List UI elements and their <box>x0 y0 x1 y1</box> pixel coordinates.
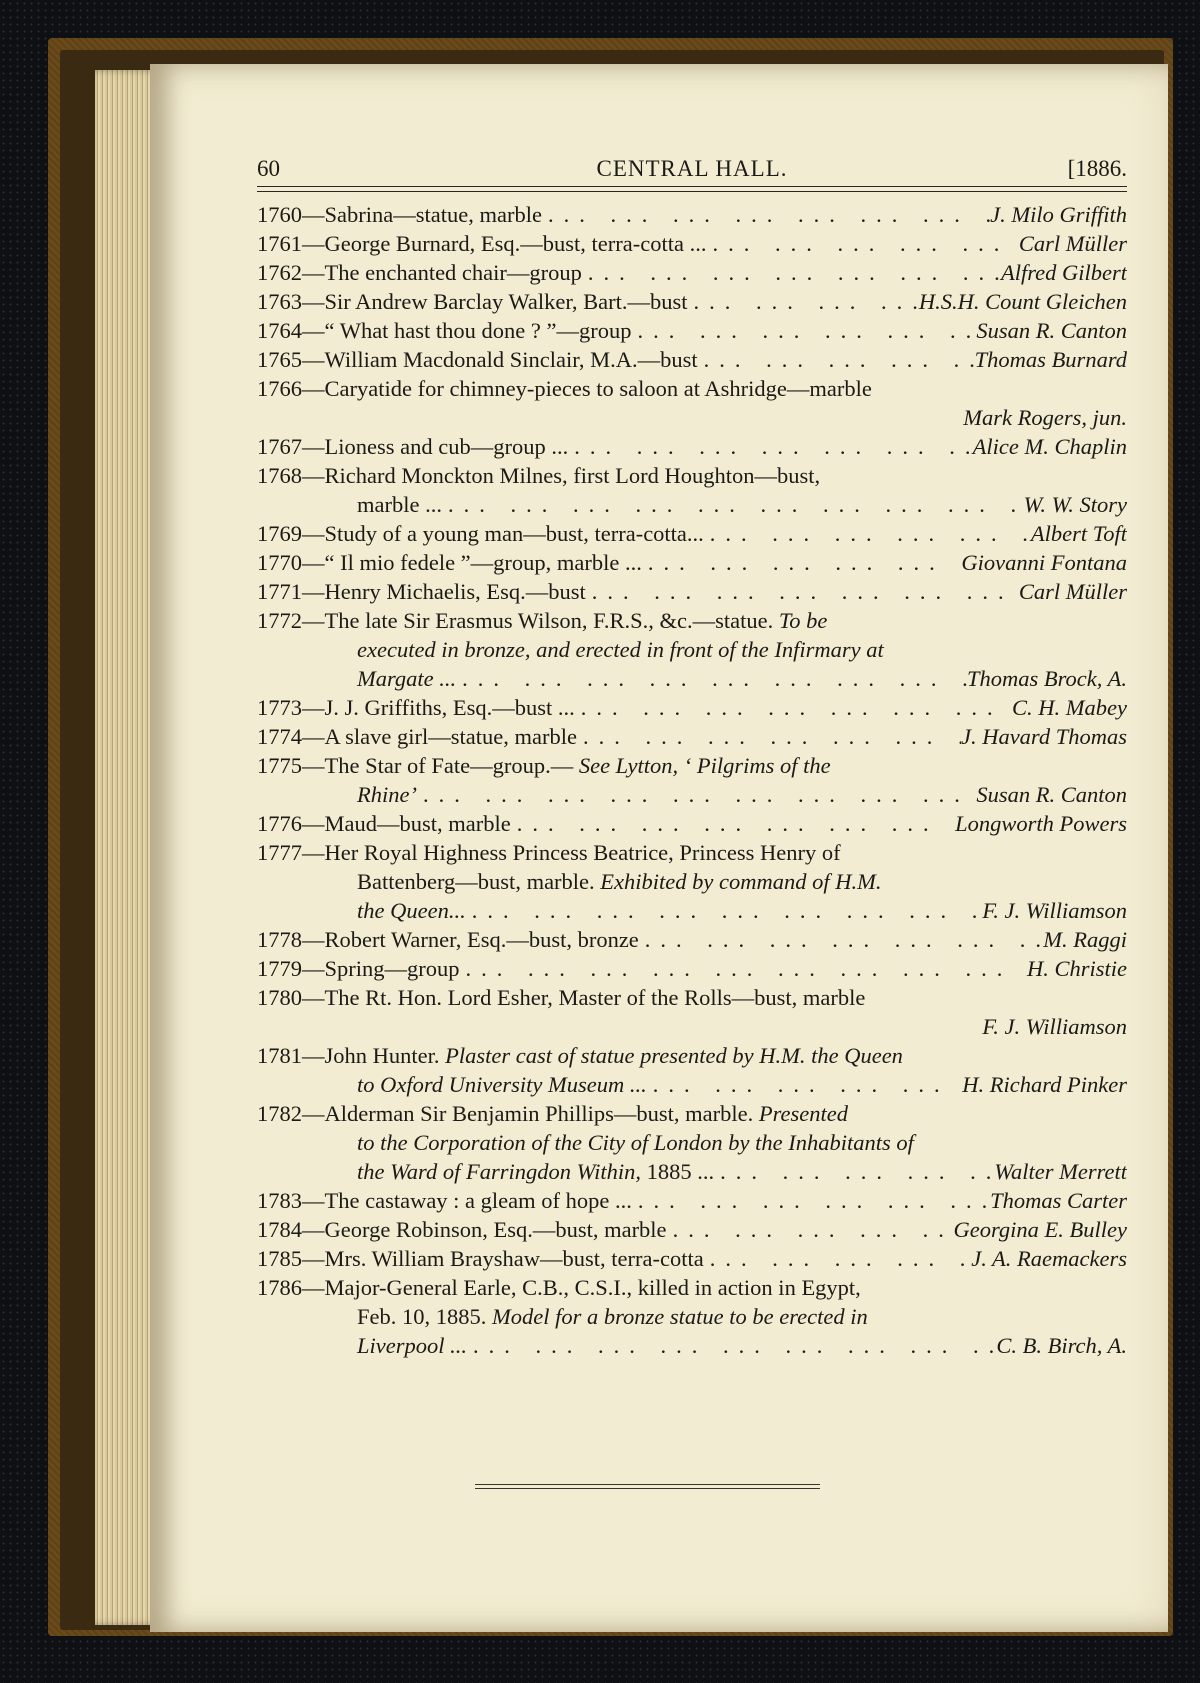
entry-text <box>257 983 865 1012</box>
entry-note: the Queen... <box>357 898 466 923</box>
catalogue-entry <box>257 1099 1127 1186</box>
leader-dots <box>460 954 1027 983</box>
entry-line <box>257 577 1127 606</box>
leader-dots <box>704 519 1031 548</box>
artist-name: Alfred Gilbert <box>1000 260 1127 285</box>
entry-line <box>257 548 1127 577</box>
catalogue-entry <box>257 200 1127 229</box>
artist-name: F. J. Williamson <box>982 1014 1127 1039</box>
entry-title: 1777—Her Royal Highness Princess Beatrice, Princess Henry of <box>257 840 841 865</box>
entry-title: 1778—Robert Warner, Esq.—bust, bronze <box>257 927 639 952</box>
entry-line <box>257 751 1127 780</box>
page-title: CENTRAL HALL. <box>596 156 788 181</box>
entry-line <box>257 867 1127 896</box>
leader-dots <box>698 345 975 374</box>
entry-text <box>257 287 688 316</box>
end-rule <box>475 1484 820 1489</box>
book-page <box>150 64 1168 1632</box>
catalogue-entry <box>257 287 1127 316</box>
artist-name: Thomas Carter <box>990 1188 1127 1213</box>
entry-line <box>257 490 1127 519</box>
entry-line <box>257 1273 1127 1302</box>
leader-dots <box>647 1070 962 1099</box>
entry-line <box>257 954 1127 983</box>
entry-title: 1774—A slave girl—statue, marble <box>257 724 577 749</box>
header-year: [1886. <box>1067 156 1127 181</box>
entry-title: 1781—John Hunter. <box>257 1043 440 1068</box>
entry-note: Rhine’ <box>357 782 417 807</box>
entry-title: 1885 ... <box>646 1159 715 1184</box>
entry-text <box>257 1215 667 1244</box>
artist-name: F. J. Williamson <box>982 898 1127 923</box>
catalogue-entry <box>257 925 1127 954</box>
entry-text <box>257 1273 861 1302</box>
entry-note: See Lytton, ‘ Pilgrims of the <box>578 753 831 778</box>
entry-note: To be <box>778 608 828 633</box>
entry-text <box>257 606 827 635</box>
entry-text <box>257 809 511 838</box>
entry-line <box>257 809 1127 838</box>
entry-line <box>257 1041 1127 1070</box>
entry-text <box>357 664 456 693</box>
leader-dots <box>586 577 1019 606</box>
artist-name: H.S.H. Count Gleichen <box>918 289 1127 314</box>
entry-note: Liverpool ... <box>357 1333 467 1358</box>
entry-line <box>257 229 1127 258</box>
entry-text <box>257 345 698 374</box>
entry-line <box>257 316 1127 345</box>
entry-line <box>257 1157 1127 1186</box>
catalogue-entry <box>257 548 1127 577</box>
catalogue-entry <box>257 1273 1127 1360</box>
entry-note: Margate ... <box>357 666 457 691</box>
entry-line <box>257 1244 1127 1273</box>
entry-title: Battenberg—bust, marble. <box>357 869 595 894</box>
leader-dots <box>542 200 990 229</box>
entry-text <box>357 780 417 809</box>
catalogue-entry <box>257 374 1127 432</box>
entry-title: 1784—George Robinson, Esq.—bust, marble <box>257 1217 667 1242</box>
entry-text <box>257 838 841 867</box>
entry-text <box>257 1099 848 1128</box>
artist-name: Susan R. Canton <box>976 318 1127 343</box>
entry-line <box>257 664 1127 693</box>
entry-text <box>357 1157 714 1186</box>
entry-title: marble ... <box>357 492 442 517</box>
entry-text <box>357 896 466 925</box>
catalogue-entry <box>257 954 1127 983</box>
entry-text <box>257 519 704 548</box>
artist-name: J. A. Raemackers <box>971 1246 1127 1271</box>
leader-dots <box>632 316 977 345</box>
entry-note: Presented <box>758 1101 848 1126</box>
entry-line <box>257 925 1127 954</box>
entry-title: 1783—The castaway : a gleam of hope ... <box>257 1188 632 1213</box>
catalogue-entry <box>257 229 1127 258</box>
artist-name: Albert Toft <box>1030 521 1127 546</box>
artist-name: Walter Merrett <box>994 1159 1127 1184</box>
leader-dots <box>456 664 967 693</box>
catalogue-entry <box>257 983 1127 1041</box>
entry-line <box>257 606 1127 635</box>
entry-line <box>257 1186 1127 1215</box>
leader-dots <box>511 809 955 838</box>
entry-line <box>257 1215 1127 1244</box>
entry-note: to the Corporation of the City of London by the Inhabitants of <box>357 1130 914 1155</box>
artist-name: Mark Rogers, jun. <box>963 405 1127 430</box>
entry-text <box>257 1244 704 1273</box>
artist-name: Carl Müller <box>1018 231 1127 256</box>
leader-dots <box>467 1331 996 1360</box>
catalogue-entry <box>257 1186 1127 1215</box>
entry-text <box>357 490 442 519</box>
artist-name: C. B. Birch, A. <box>996 1333 1127 1358</box>
entry-line <box>257 1302 1127 1331</box>
entry-text <box>257 722 577 751</box>
artist-name: W. W. Story <box>1023 492 1127 517</box>
catalogue-entry <box>257 606 1127 693</box>
entry-text <box>257 1186 632 1215</box>
catalogue-entry <box>257 316 1127 345</box>
leader-dots <box>688 287 919 316</box>
artist-name: Giovanni Fontana <box>961 550 1127 575</box>
entry-title: 1767—Lioness and cub—group ... <box>257 434 569 459</box>
entry-line <box>257 1012 1127 1041</box>
entry-line <box>257 258 1127 287</box>
leader-dots <box>667 1215 954 1244</box>
catalogue-entry <box>257 461 1127 519</box>
entry-text <box>357 867 881 896</box>
entry-text <box>357 1302 868 1331</box>
artist-name: H. Christie <box>1026 956 1127 981</box>
entry-text <box>257 258 582 287</box>
entry-text <box>257 548 642 577</box>
leader-dots <box>706 229 1018 258</box>
catalogue-entry <box>257 519 1127 548</box>
entry-line <box>257 780 1127 809</box>
entry-line <box>257 403 1127 432</box>
catalogue-entry <box>257 809 1127 838</box>
entry-title: 1768—Richard Monckton Milnes, first Lord Houghton—bust, <box>257 463 821 488</box>
artist-name: J. Milo Griffith <box>990 202 1127 227</box>
artist-name: Alice M. Chaplin <box>972 434 1127 459</box>
entry-note: to Oxford University Museum ... <box>357 1072 647 1097</box>
leader-dots <box>568 432 972 461</box>
entry-line <box>257 838 1127 867</box>
entry-text <box>257 954 460 983</box>
artist-name: Carl Müller <box>1018 579 1127 604</box>
entry-note: the Ward of Farringdon Within, <box>357 1159 641 1184</box>
leader-dots <box>642 548 962 577</box>
leader-dots <box>442 490 1024 519</box>
entry-text <box>257 316 632 345</box>
leader-dots <box>714 1157 994 1186</box>
entry-title: 1785—Mrs. William Brayshaw—bust, terra-cotta <box>257 1246 704 1271</box>
catalogue-entry <box>257 432 1127 461</box>
leader-dots <box>582 258 1001 287</box>
artist-name: C. H. Mabey <box>1012 695 1127 720</box>
artist-name: Thomas Burnard <box>974 347 1127 372</box>
catalogue-entry <box>257 577 1127 606</box>
entry-title: 1763—Sir Andrew Barclay Walker, Bart.—bust <box>257 289 688 314</box>
entry-line <box>257 519 1127 548</box>
leader-dots <box>577 722 961 751</box>
catalogue-entry <box>257 693 1127 722</box>
entry-text <box>257 925 639 954</box>
entry-text <box>257 374 872 403</box>
catalogue-entry <box>257 1215 1127 1244</box>
artist-name: H. Richard Pinker <box>962 1072 1127 1097</box>
entry-line <box>257 345 1127 374</box>
artist-name: Longworth Powers <box>955 811 1127 836</box>
entry-title: 1766—Caryatide for chimney-pieces to saloon at Ashridge—marble <box>257 376 872 401</box>
running-header <box>257 142 1127 202</box>
leader-dots <box>632 1186 990 1215</box>
entry-title: 1782—Alderman Sir Benjamin Phillips—bust, marble. <box>257 1101 754 1126</box>
leader-dots <box>704 1244 972 1273</box>
entry-title: 1780—The Rt. Hon. Lord Esher, Master of the Rolls—bust, marble <box>257 985 866 1010</box>
entry-text <box>257 577 586 606</box>
entry-title: 1760—Sabrina—statue, marble <box>257 202 542 227</box>
entry-title: 1771—Henry Michaelis, Esq.—bust <box>257 579 586 604</box>
entry-line <box>257 896 1127 925</box>
entry-text <box>357 1331 467 1360</box>
entry-title: 1786—Major-General Earle, C.B., C.S.I., killed in action in Egypt, <box>257 1275 861 1300</box>
entry-text <box>257 432 568 461</box>
entry-note: Exhibited by command of H.M. <box>600 869 882 894</box>
leader-dots <box>575 693 1012 722</box>
entry-title: 1770—“ Il mio fedele ”—group, marble ... <box>257 550 642 575</box>
catalogue-entry <box>257 258 1127 287</box>
entry-line <box>257 287 1127 316</box>
entry-text <box>257 229 706 258</box>
entry-title: 1769—Study of a young man—bust, terra-cotta... <box>257 521 704 546</box>
catalogue-entry <box>257 838 1127 925</box>
entry-title: 1772—The late Sir Erasmus Wilson, F.R.S., &c.—statue. <box>257 608 774 633</box>
entry-line <box>257 374 1127 403</box>
entry-title: Feb. 10, 1885. <box>357 1304 487 1329</box>
entry-note: Model for a bronze statue to be erected in <box>492 1304 868 1329</box>
catalogue-entries <box>257 200 1127 1360</box>
entry-line <box>257 461 1127 490</box>
entry-title: 1762—The enchanted chair—group <box>257 260 582 285</box>
artist-name: M. Raggi <box>1043 927 1127 952</box>
entry-text <box>357 1070 647 1099</box>
catalogue-entry <box>257 1244 1127 1273</box>
entry-line <box>257 200 1127 229</box>
entry-title: 1775—The Star of Fate—group.— <box>257 753 574 778</box>
entry-text <box>257 200 542 229</box>
entry-note: executed in bronze, and erected in front of the Infirmary at <box>357 637 884 662</box>
catalogue-entry <box>257 751 1127 809</box>
entry-title: 1779—Spring—group <box>257 956 460 981</box>
entry-text <box>257 751 831 780</box>
entry-line <box>257 1331 1127 1360</box>
entry-title: 1764—“ What hast thou done ? ”—group <box>257 318 632 343</box>
header-rule <box>257 186 1127 192</box>
entry-line <box>257 722 1127 751</box>
entry-line <box>257 1099 1127 1128</box>
artist-name: Georgina E. Bulley <box>953 1217 1127 1242</box>
entry-line <box>257 1128 1127 1157</box>
entry-line <box>257 693 1127 722</box>
entry-line <box>257 635 1127 664</box>
entry-title: 1773—J. J. Griffiths, Esq.—bust ... <box>257 695 575 720</box>
entry-title: 1761—George Burnard, Esq.—bust, terra-cotta ... <box>257 231 707 256</box>
entry-text <box>257 693 575 722</box>
entry-line <box>257 1070 1127 1099</box>
entry-note: Plaster cast of statue presented by H.M. the Queen <box>445 1043 903 1068</box>
entry-text <box>257 1041 903 1070</box>
artist-name: J. Havard Thomas <box>960 724 1127 749</box>
entry-line <box>257 432 1127 461</box>
artist-name: Thomas Brock, A. <box>967 666 1127 691</box>
leader-dots <box>639 925 1043 954</box>
leader-dots <box>466 896 983 925</box>
catalogue-entry <box>257 1041 1127 1099</box>
catalogue-entry <box>257 722 1127 751</box>
leader-dots <box>417 780 976 809</box>
catalogue-entry <box>257 345 1127 374</box>
entry-text <box>257 461 820 490</box>
entry-line <box>257 983 1127 1012</box>
entry-title: 1776—Maud—bust, marble <box>257 811 511 836</box>
artist-name: Susan R. Canton <box>976 782 1127 807</box>
page-number: 60 <box>257 156 280 181</box>
entry-title: 1765—William Macdonald Sinclair, M.A.—bust <box>257 347 698 372</box>
